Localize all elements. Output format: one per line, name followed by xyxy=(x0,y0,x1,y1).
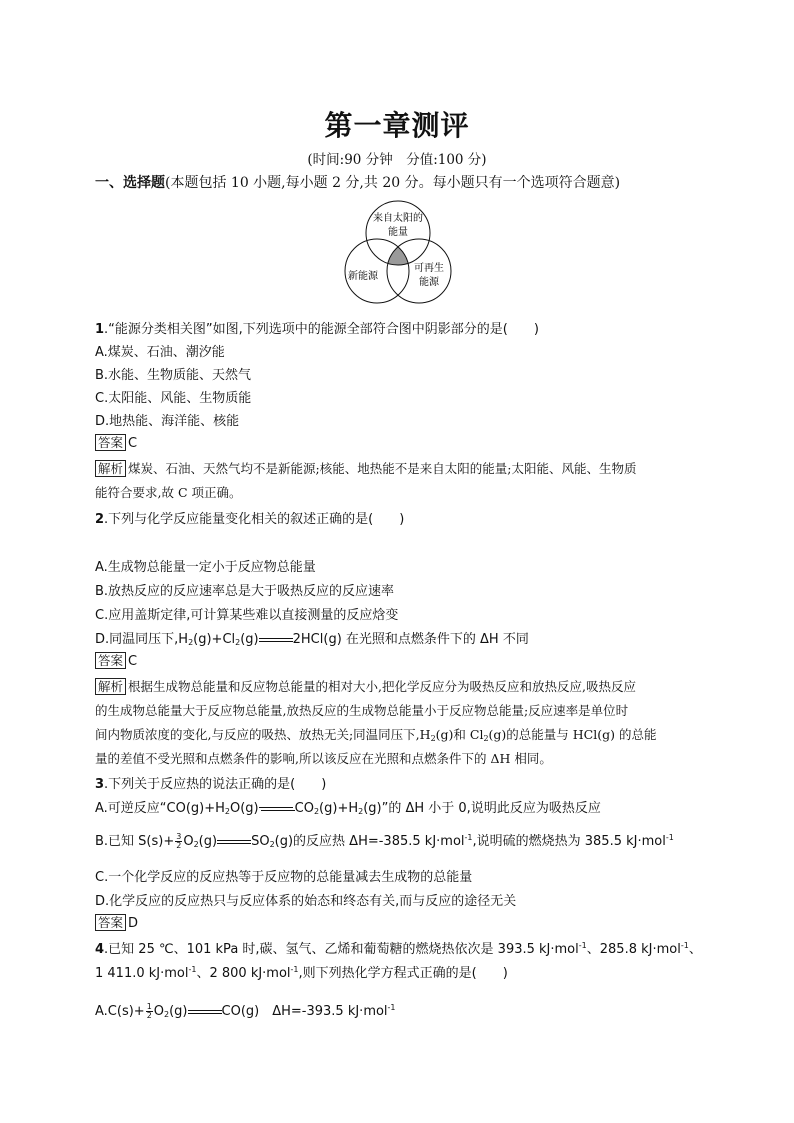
q3-option-a: A.可逆反应“$CO(g)+H_2O(g)$ $CO_2(g)+H_2(g)$”的 ΔH 小于 0,说明此反应为吸热反应 xyxy=(95,801,601,816)
q4-stem-2: 1 411.0 kJ·mol$^{-1}$、2 800 kJ·mol$^{-1}$,则下列热化学方程式正确的是( ) xyxy=(95,965,508,981)
fraction: $\frac{3}{2}$ xyxy=(176,832,182,850)
q2-explanation-3: 间内物质浓度的变化,与反应的吸热、放热无关;同温同压下$,H_2(g)$和 $Cl_2(g)$的总能量与 HCl(g) 的总能 xyxy=(95,727,657,743)
q4-option-a: A.C(s)+ $\frac{1}{2}$ $O_2(g)$ CO(g) ΔH=-393.5 kJ·mol$^{-1}$ xyxy=(95,1002,396,1020)
venn-label-new: 新能源 xyxy=(348,271,378,282)
q2-option-a: A.生成物总能量一定小于反应物总能量 xyxy=(95,560,316,575)
q1-answer: 答案 C xyxy=(95,434,137,451)
q1-option-c: C.太阳能、风能、生物质能 xyxy=(95,391,252,406)
answer-tag: 答案 xyxy=(95,434,126,451)
q4-stem-1: 4.已知 25 ℃、101 kPa 时,碳、氢气、乙烯和葡萄糖的燃烧热依次是 393.5 kJ·mol$^{-1}$、285.8 kJ·mol$^{-1}$、 xyxy=(95,941,702,957)
equals-arrow xyxy=(217,838,251,846)
q3-option-d: D.化学反应的反应热只与反应体系的始态和终态有关,而与反应的途径无关 xyxy=(95,894,517,909)
exam-meta: (时间:90 分钟 分值:100 分) xyxy=(307,152,487,168)
section-label: 一、选择题 xyxy=(95,175,165,191)
q1-stem: 1.“能源分类相关图”如图,下列选项中的能源全部符合图中阴影部分的是( ) xyxy=(95,322,539,337)
explanation-tag: 解析 xyxy=(95,678,126,695)
q2-explanation-4: 量的差值不受光照和点燃条件的影响,所以该反应在光照和点燃条件下的 ΔH 相同。 xyxy=(95,751,552,766)
q2-stem: 2.下列与化学反应能量变化相关的叙述正确的是( ) xyxy=(95,512,405,527)
answer-tag: 答案 xyxy=(95,652,126,669)
equals-arrow xyxy=(188,1008,222,1016)
q2-option-c: C.应用盖斯定律,可计算某些难以直接测量的反应焓变 xyxy=(95,608,399,623)
section-heading xyxy=(95,172,620,192)
reversible-arrow xyxy=(259,805,295,813)
venn-label-sun-1: 来自太阳的 xyxy=(373,213,423,224)
q2-option-b: B.放热反应的反应速率总是大于吸热反应的反应速率 xyxy=(95,584,395,599)
q1-option-a: A.煤炭、石油、潮汐能 xyxy=(95,345,225,360)
explanation-tag: 解析 xyxy=(95,460,126,477)
section-desc: (本题包括 10 小题,每小题 2 分,共 20 分。每小题只有一个选项符合题意) xyxy=(165,175,621,191)
q3-stem: 3.下列关于反应热的说法正确的是( ) xyxy=(95,777,327,792)
energy-venn-diagram xyxy=(333,199,463,311)
q3-option-b: B.已知 S(s)+ $\frac{3}{2}$ $O_2(g)$ $SO_2(g)$的反应热 ΔH=-385.5 kJ·mol$^{-1}$,说明硫的燃烧热为 385.5 kJ·mol$^{-1}$ xyxy=(95,832,674,850)
q2-answer: 答案 C xyxy=(95,652,137,669)
q1-option-b: B.水能、生物质能、天然气 xyxy=(95,368,252,383)
answer-tag: 答案 xyxy=(95,914,126,931)
q1-explanation-2: 能符合要求,故 C 项正确。 xyxy=(95,485,242,500)
equals-arrow xyxy=(259,636,293,644)
venn-label-sun-2: 能量 xyxy=(388,227,408,238)
fraction: $\frac{1}{2}$ xyxy=(146,1002,152,1020)
q2-option-d: D.同温同压下$,H_2(g)+Cl_2(g)$ 2HCl(g) 在光照和点燃条件下的 ΔH 不同 xyxy=(95,632,529,647)
venn-label-renewable-1: 可再生 xyxy=(414,263,444,274)
venn-label-renewable-2: 能源 xyxy=(419,277,439,288)
q2-explanation-1: 解析 根据生成物总能量和反应物总能量的相对大小,把化学反应分为吸热反应和放热反应,吸热反应 xyxy=(95,677,636,695)
page-title: 第一章测评 xyxy=(324,109,470,142)
q3-answer: 答案 D xyxy=(95,914,138,931)
q3-option-c: C.一个化学反应的反应热等于反应物的总能量减去生成物的总能量 xyxy=(95,870,473,885)
q2-explanation-2: 的生成物总能量大于反应物总能量,放热反应的生成物总能量小于反应物总能量;反应速率是单位时 xyxy=(95,703,629,718)
q1-option-d: D.地热能、海洋能、核能 xyxy=(95,414,240,429)
q1-explanation-1: 解析 煤炭、石油、天然气均不是新能源;核能、地热能不是来自太阳的能量;太阳能、风能、生物质 xyxy=(95,459,636,477)
